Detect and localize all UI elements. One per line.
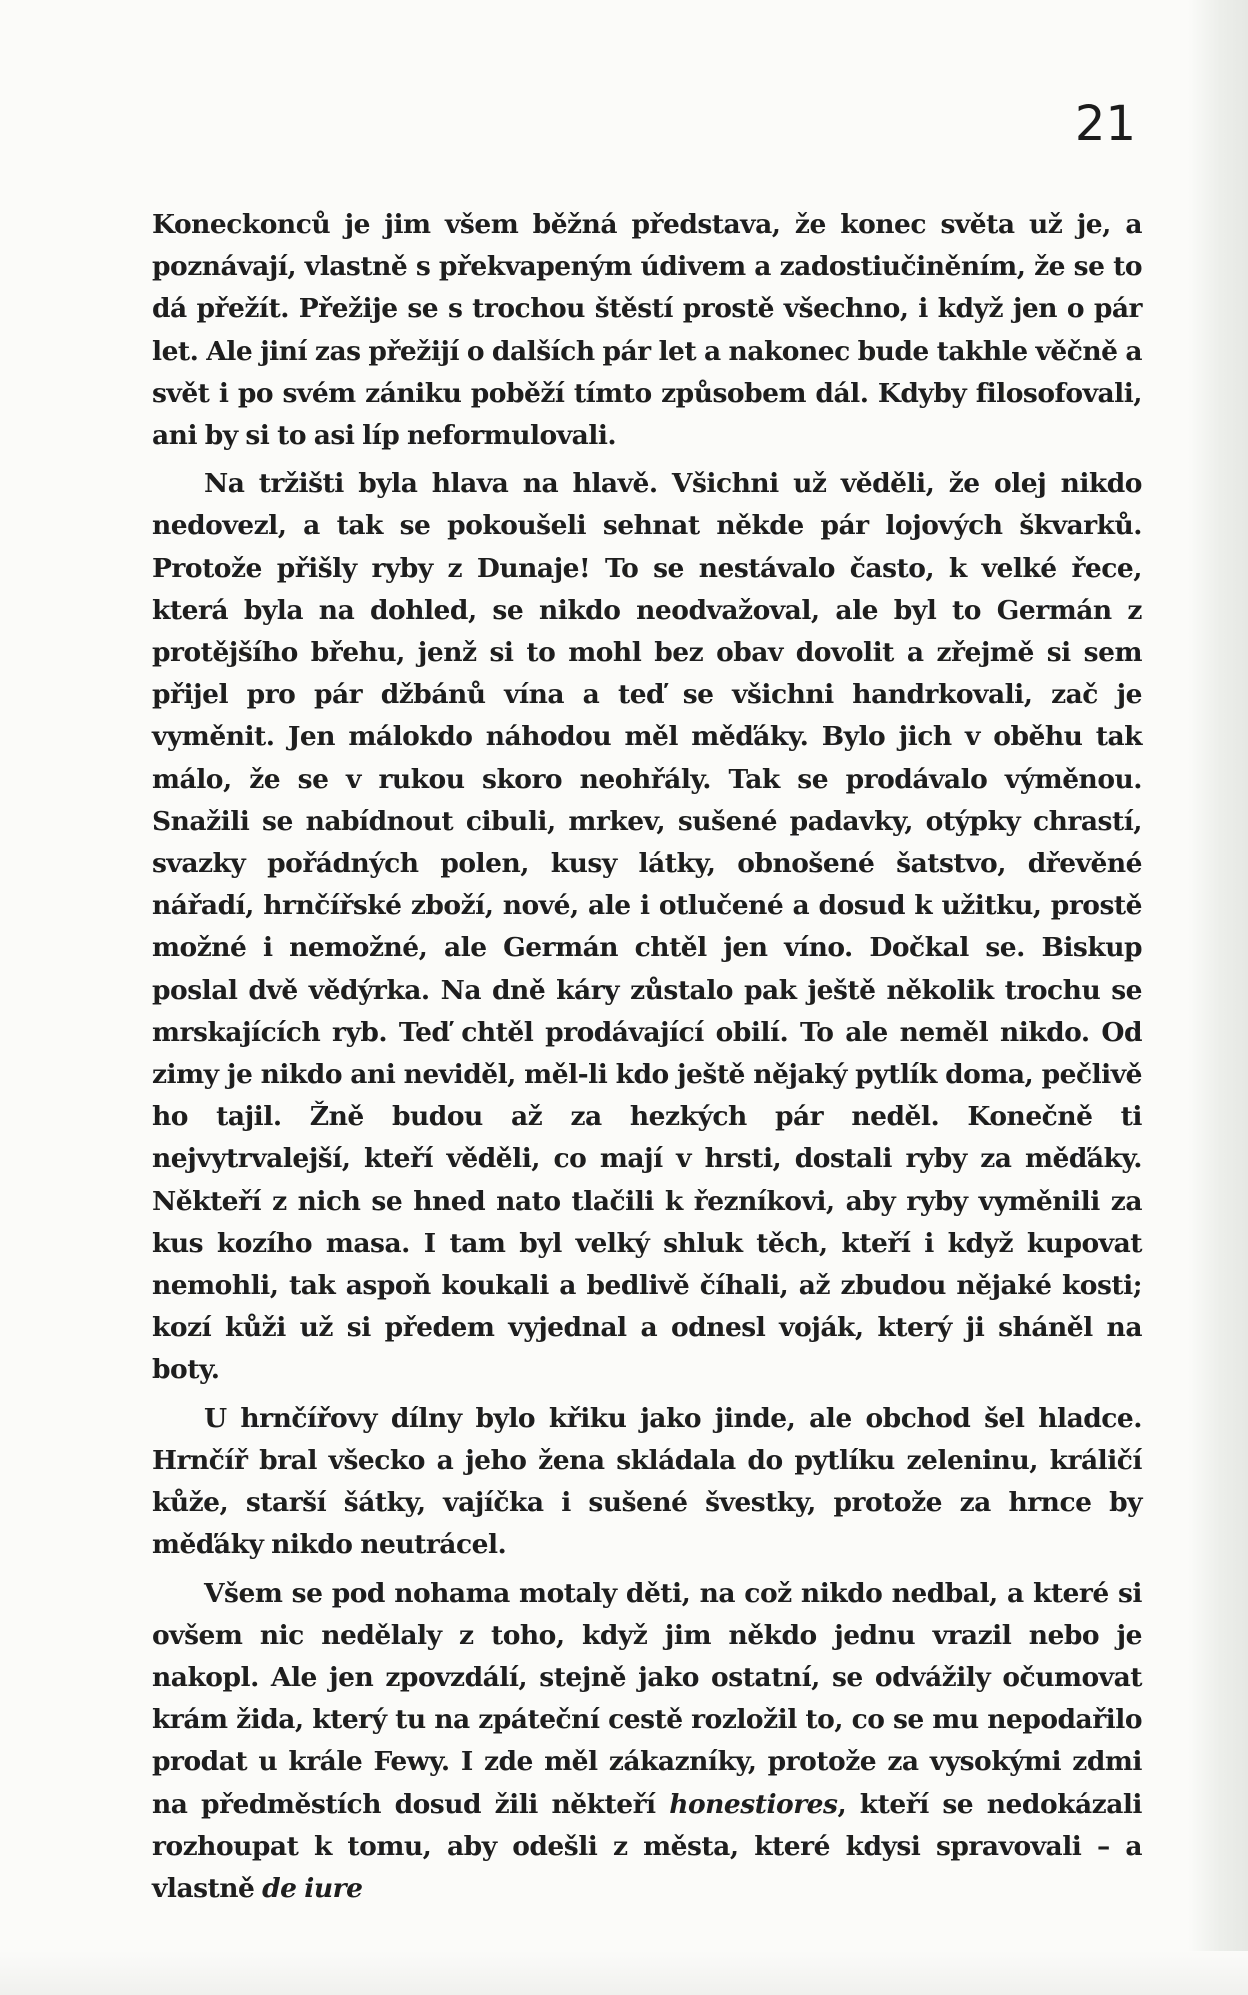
body-text xyxy=(152,204,1142,1910)
page-edge-shadow xyxy=(1188,0,1248,1995)
italic-term: de iure xyxy=(262,1872,363,1904)
paragraph: U hrnčířovy dílny bylo křiku jako jinde, ale obchod šel hladce. Hrnčíř bral všecko a jeho žena skládala do pytlíku zeleninu, králičí kůže, starší šátky, vajíčka i sušené švestky, protože za hrnce by měďáky nikdo neutrácel. xyxy=(152,1402,1142,1561)
italic-term: honestiores xyxy=(669,1788,838,1820)
paragraph: Koneckonců je jim všem běžná představa, že konec světa už je, a poznávají, vlastně s překvapeným údivem a zadostiučiněním, že se to dá přežít. Přežije se s trochou štěstí prostě všechno, i když jen o pár let. Ale jiní zas přežijí o dalších pár let a nakonec bude takhle věčně a svět i po svém zániku poběží tímto způsobem dál. Kdyby filosofovali, ani by si to asi líp neformulovali. xyxy=(152,209,1142,452)
paragraph xyxy=(152,1573,1142,1911)
page-bottom-shadow xyxy=(0,1951,1248,1995)
paragraph-text: Všem se pod nohama motaly děti, na což nikdo nedbal, a které si ovšem nic nedělaly z toho, když jim někdo jednu vrazil nebo je nakopl. Ale jen zpovzdálí, stejně jako ostatní, se odvážily očumovat krám žida, který tu na zpáteční cestě rozložil to, co se mu nepodařilo prodat u krále Fewy. I zde měl zákazníky, protože za vysokými zdmi na předměstích dosud žili někteří xyxy=(152,1577,1142,1820)
page-number: 21 xyxy=(1074,96,1136,152)
paragraph: Na tržišti byla hlava na hlavě. Všichni už věděli, že olej nikdo nedovezl, a tak se pokoušeli sehnat někde pár lojových škvarků. Protože přišly ryby z Dunaje! To se nestávalo často, k velké řece, která byla na dohled, se nikdo neodvažoval, ale byl to Germán z protějšího břehu, jenž si to mohl bez obav dovolit a zřejmě si sem přijel pro pár džbánů vína a teď se všichni handrkovali, zač je vyměnit. Jen málokdo náhodou měl měďáky. Bylo jich v oběhu tak málo, že se v rukou skoro neohřály. Tak se prodávalo výměnou. Snažili se nabídnout cibuli, mrkev, sušené padavky, otýpky chrastí, svazky pořádných polen, kusy látky, obnošené šatstvo, dřevěné nářadí, hrnčířské zboží, nové, ale i otlučené a dosud k užitku, prostě možné i nemožné, ale Germán chtěl jen víno. Dočkal se. Biskup poslal dvě vědýrka. Na dně káry zůstalo pak ještě několik trochu se mrskajících ryb. Teď chtěl prodávající obilí. To ale neměl nikdo. Od zimy je nikdo ani neviděl, měl-li kdo ještě nějaký pytlík doma, pečlivě ho tajil. Žně budou až za hezkých pár neděl. Konečně ti nejvytrvalejší, kteří věděli, co mají v hrsti, dostali ryby za měďáky. Někteří z nich se hned nato tlačili k řezníkovi, aby ryby vyměnili za kus kozího masa. I tam byl velký shluk těch, kteří i když kupovat nemohli, tak aspoň koukali a bedlivě číhali, až zbudou nějaké kosti; kozí kůži už si předem vyjednal a odnesl voják, který ji sháněl na boty. xyxy=(152,468,1142,1386)
paragraph-text: , kteří se nedokázali rozhoupat k tomu, aby odešli z města, které kdysi spravovali – a vlastně xyxy=(152,1788,1142,1904)
